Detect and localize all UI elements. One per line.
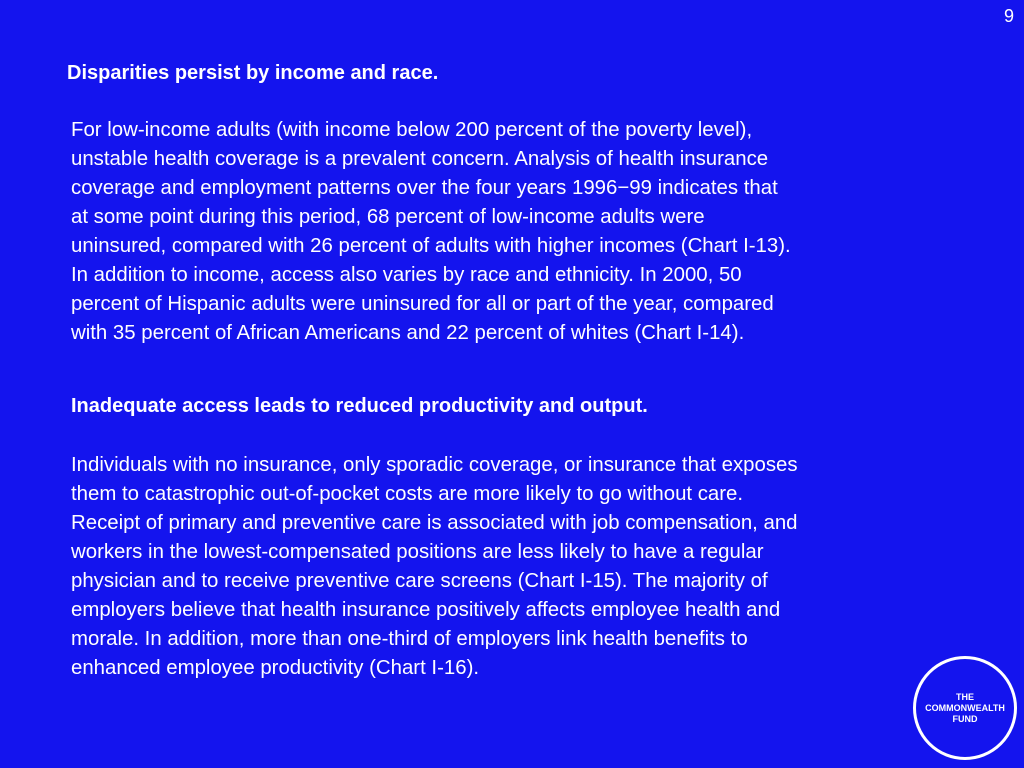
paragraph-line: coverage and employment patterns over the four years 1996−99 indicates that (71, 177, 778, 199)
paragraph-line: employers believe that health insurance positively affects employee health and (71, 599, 781, 621)
paragraph-line: physician and to receive preventive care screens (Chart I-15). The majority of (71, 570, 768, 592)
paragraph-line: In addition to income, access also varies by race and ethnicity. In 2000, 50 (71, 264, 742, 286)
paragraph-line: For low-income adults (with income below 200 percent of the poverty level), (71, 119, 753, 141)
section-heading-disparities: Disparities persist by income and race. (67, 62, 439, 84)
commonwealth-fund-logo (913, 656, 1017, 760)
paragraph-line: them to catastrophic out-of-pocket costs are more likely to go without care. (71, 483, 744, 505)
logo-line: FUND (952, 713, 978, 724)
paragraph-line: percent of Hispanic adults were uninsured for all or part of the year, compared (71, 293, 774, 315)
paragraph-line: uninsured, compared with 26 percent of adults with higher incomes (Chart I-13). (71, 235, 791, 257)
paragraph-disparities (71, 116, 1001, 348)
logo-line: COMMONWEALTH (925, 702, 1005, 713)
paragraph-line: unstable health coverage is a prevalent concern. Analysis of health insurance (71, 148, 769, 170)
paragraph-line: at some point during this period, 68 percent of low-income adults were (71, 206, 705, 228)
logo-line: THE (956, 691, 974, 702)
paragraph-line: morale. In addition, more than one-third of employers link health benefits to (71, 628, 748, 650)
section-heading-productivity: Inadequate access leads to reduced productivity and output. (71, 395, 648, 417)
paragraph-productivity (71, 451, 1001, 683)
paragraph-line: enhanced employee productivity (Chart I-16). (71, 657, 480, 679)
paragraph-line: Receipt of primary and preventive care is associated with job compensation, and (71, 512, 798, 534)
paragraph-line: workers in the lowest-compensated positions are less likely to have a regular (71, 541, 764, 563)
page-number: 9 (1003, 6, 1014, 26)
paragraph-line: with 35 percent of African Americans and 22 percent of whites (Chart I-14). (71, 322, 745, 344)
paragraph-line: Individuals with no insurance, only sporadic coverage, or insurance that exposes (71, 454, 798, 476)
